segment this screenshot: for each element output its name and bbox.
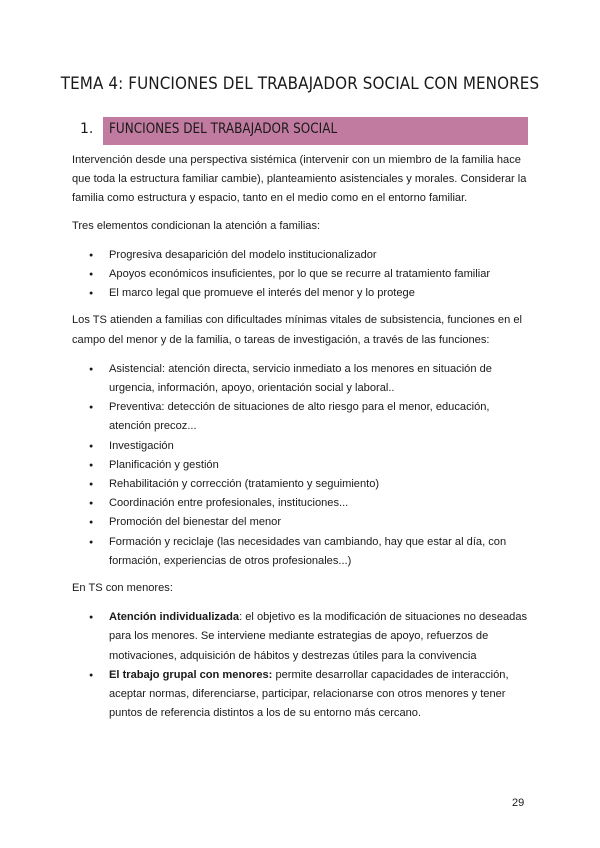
- minors-intro: En TS con menores:: [72, 582, 173, 595]
- list-item: ● El marco legal que promueve el interés del menor y lo protege: [72, 284, 532, 303]
- elements-list: [72, 246, 532, 304]
- section-number: 1.: [80, 121, 94, 137]
- list-item: ● Preventiva: detección de situaciones de alto riesgo para el menor, educación, atención precoz...: [72, 398, 532, 436]
- intro-paragraph: Intervención desde una perspectiva sistémica (intervenir con un miembro de la familia hace que toda la estructura familiar cambie), planteamiento asistenciales y morales. Considerar la familia como estructura y espacio, tanto en el medio como en el entorno familiar.: [72, 154, 527, 205]
- list-item: [72, 666, 532, 724]
- item-text: permite desarrollar capacidades de interacción, aceptar normas, diferenciarse, participar, relacionarse con otros menores y tener puntos de referencia distintos a los de su entorno más cercano.: [109, 668, 509, 720]
- list-item: ● Formación y reciclaje (las necesidades van cambiando, hay que estar al día, con formación, experiencias de otros profesionales...): [72, 533, 532, 571]
- list-item: ● Investigación: [72, 437, 532, 456]
- list-item: [72, 608, 532, 666]
- page-number: 29: [512, 797, 525, 809]
- list-item: ● Coordinación entre profesionales, instituciones...: [72, 494, 532, 513]
- ts-intro-paragraph: Los TS atienden a familias con dificultades mínimas vitales de subsistencia, funciones en el campo del menor y de la familia, o tareas de investigación, a través de las funciones:: [72, 314, 522, 346]
- list-item: ● Apoyos económicos insuficientes, por lo que se recurre al tratamiento familiar: [72, 265, 532, 284]
- elements-intro: Tres elementos condicionan la atención a familias:: [72, 219, 321, 232]
- list-item: ● Rehabilitación y corrección (tratamiento y seguimiento): [72, 475, 532, 494]
- list-item: ● Planificación y gestión: [72, 456, 532, 475]
- section-heading: FUNCIONES DEL TRABAJADOR SOCIAL: [109, 121, 338, 137]
- item-bold-term: Atención individualizada: [109, 611, 240, 624]
- page-title: TEMA 4: FUNCIONES DEL TRABAJADOR SOCIAL CON MENORES: [60, 74, 540, 93]
- list-item: ● Promoción del bienestar del menor: [72, 513, 532, 532]
- list-item: ● Progresiva desaparición del modelo institucionalizador: [72, 246, 532, 265]
- functions-list: [72, 360, 532, 571]
- item-bold-term: El trabajo grupal con menores:: [109, 668, 273, 681]
- item-text: : el objetivo es la modificación de situaciones no deseadas para los menores. Se interviene mediante estrategias de apoyo, refuerzos de motivaciones, adquisición de hábitos y destrezas útiles para la convivencia: [109, 611, 528, 662]
- minors-list: [72, 608, 532, 723]
- list-item: ● Asistencial: atención directa, servicio inmediato a los menores en situación de urgencia, información, apoyo, orientación social y laboral..: [72, 360, 532, 398]
- document-body: [72, 151, 532, 723]
